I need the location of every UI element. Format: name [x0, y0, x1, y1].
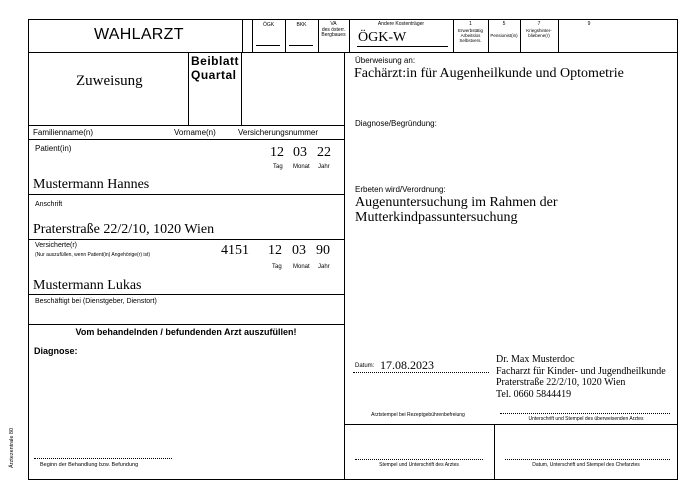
datum-value: 17.08.2023: [380, 358, 434, 372]
patient-birth-day: 12: [270, 145, 284, 160]
other-insurer-field-line: [357, 46, 448, 47]
versicherungsnummer-header: Versicherungsnummer: [238, 128, 319, 137]
divider: [28, 194, 344, 195]
patient-label: Patient(in): [35, 144, 72, 153]
other-insurer-label: Andere Kostenträger: [377, 21, 425, 27]
tag-label: Tag: [273, 164, 283, 170]
doctor-phone: Tel. 0660 5844419: [496, 388, 572, 400]
doctor-name: Dr. Max Musterdoc: [496, 354, 575, 365]
box7-number: 7: [537, 21, 541, 27]
frame-right: [677, 19, 678, 479]
stamp-sig-label: Stempel und Unterschrift des Arztes: [379, 462, 459, 468]
versicherte-label: Versicherte(r): [35, 242, 78, 249]
stamp-sig-line: [355, 459, 483, 460]
divider: [28, 125, 344, 126]
ueberweisung-value: Fachärzt:in für Augenheilkunde und Optometrie: [354, 66, 624, 81]
header-sep: [558, 19, 559, 52]
vorname-header: Vorname(n): [174, 128, 216, 137]
box1-label: Erwerbstätig Arbeitslos Selbstvers.: [457, 28, 483, 43]
divider: [28, 239, 344, 240]
doctor-title: Facharzt für Kinder- und Jugendheilkunde: [496, 365, 666, 377]
frame-bottom: [28, 479, 678, 480]
frame-left: [28, 19, 29, 479]
bkk-label: BKK: [296, 22, 307, 28]
diagnose-label: Diagnose:: [34, 346, 78, 356]
jahr-label: Jahr: [318, 164, 330, 170]
side-label: Ärztezentrale 80: [9, 427, 15, 468]
form-title: WAHLARZT: [94, 26, 184, 43]
erbeten-label: Erbeten wird/Verordnung:: [355, 185, 446, 194]
beiblatt-sep-right: [241, 52, 242, 125]
box5-label: Pensionist(in): [490, 33, 518, 38]
datum-label: Datum:: [355, 363, 375, 369]
box9-number: 9: [587, 21, 591, 27]
header-divider: [28, 52, 678, 53]
box5-number: 5: [502, 21, 506, 27]
beginn-line: [34, 458, 172, 459]
diagnose-begruendung-label: Diagnose/Begründung:: [355, 119, 437, 128]
chief-line: [505, 459, 670, 460]
insured-birth-day: 12: [268, 243, 282, 258]
divider: [28, 324, 344, 325]
other-insurer-value: ÖGK-W: [358, 30, 407, 45]
datum-line: [353, 372, 489, 373]
beiblatt-sep: [188, 52, 189, 125]
monat-label: Monat: [293, 164, 310, 170]
doctor-address: Praterstraße 22/2/10, 1020 Wien: [496, 377, 626, 388]
divider: [28, 139, 344, 140]
insured-birth-year: 90: [316, 243, 330, 258]
signature-line: [500, 413, 670, 414]
beiblatt-line1: Beiblatt: [191, 54, 240, 68]
bkk-field-line: [289, 45, 313, 46]
patient-address: Praterstraße 22/2/10, 1020 Wien: [33, 222, 215, 237]
sig-referring-label: Unterschrift und Stempel des überweisenden Arztes: [528, 416, 644, 422]
patient-name: Mustermann Hannes: [33, 177, 150, 192]
monat-label: Monat: [293, 264, 310, 270]
insured-number: 4151: [221, 243, 249, 258]
patient-birth-month: 03: [293, 145, 307, 160]
doctor-stamp: [496, 354, 666, 400]
oegk-label: ÖGK: [262, 22, 275, 28]
anschrift-label: Anschrift: [35, 201, 63, 208]
insured-birth-month: 03: [292, 243, 306, 258]
arztstempel-label: Arztstempel bei Rezeptgebührenbefreiung: [371, 412, 465, 418]
patient-birth-year: 22: [317, 145, 331, 160]
zuweisung-label: Zuweisung: [76, 73, 143, 89]
erbeten-line2: Mutterkindpassuntersuchung: [355, 210, 518, 225]
beschaeftigt-label: Beschäftigt bei (Dienstgeber, Dienstort): [35, 298, 157, 305]
chief-label: Datum, Unterschrift und Stempel des Chefarztes: [532, 462, 640, 468]
box1-number: 1: [469, 21, 472, 27]
ueberweisung-label: Überweisung an:: [355, 56, 416, 65]
jahr-label: Jahr: [318, 264, 330, 270]
divider: [344, 424, 678, 425]
box7-label: Kriegshinter- bliebene(r): [526, 28, 552, 38]
beiblatt-line2: Quartal: [191, 68, 237, 82]
oegk-field-line: [256, 45, 280, 46]
arzt-heading: Vom behandelnden / befundenden Arzt auszufüllen!: [75, 327, 297, 337]
versicherte-note: (Nur auszufüllen, wenn Patient(in) Angehörige(r) ist): [35, 252, 151, 258]
erbeten-line1: Augenuntersuchung im Rahmen der: [355, 195, 558, 210]
bottom-sep: [494, 424, 495, 479]
divider: [28, 294, 344, 295]
beiblatt-label: [191, 54, 239, 82]
insured-name: Mustermann Lukas: [33, 278, 142, 293]
frame-top: [28, 19, 678, 20]
tag-label: Tag: [272, 264, 282, 270]
familienname-header: Familienname(n): [33, 128, 94, 137]
beginn-label: Beginn der Behandlung bzw. Befundung: [40, 462, 139, 468]
header-sep: [242, 19, 243, 52]
va-label: VA des österr. Bergbaues: [321, 21, 346, 38]
